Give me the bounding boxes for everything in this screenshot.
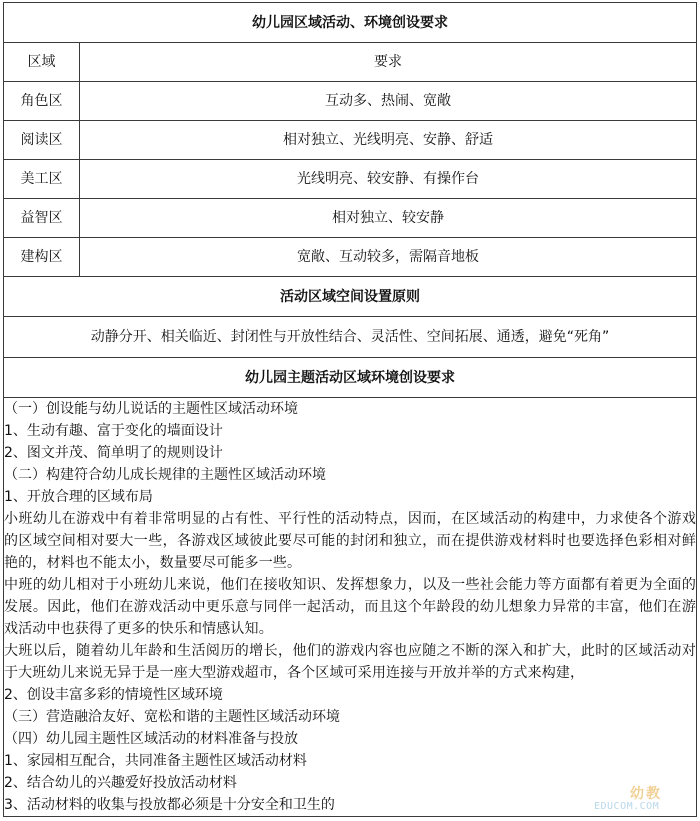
body-line: （四）幼儿园主题性区域活动的材料准备与投放 [4,731,298,747]
header-requirement: 要求 [80,43,697,82]
table-row [4,238,697,277]
table-title: 幼儿园区域活动、环境创设要求 [4,3,697,43]
principles-text: 动静分开、相关临近、封闭性与开放性结合、灵活性、空间拓展、通透，避免“死角” [4,317,697,358]
header-area: 区域 [4,43,80,82]
theme-requirements-title: 幼儿园主题活动区域环境创设要求 [4,358,697,398]
watermark-top: 幼教 [630,786,662,802]
body-line: 1、家园相互配合，共同准备主题性区域活动材料 [4,753,307,769]
section-title-row [4,358,697,398]
requirement-cell: 互动多、热闹、宽敞 [80,82,697,121]
area-cell: 建构区 [4,238,80,277]
body-line: （二）构建符合幼儿成长规律的主题性区域活动环境 [4,467,326,483]
area-cell: 美工区 [4,160,80,199]
area-cell: 益智区 [4,199,80,238]
theme-body [4,398,697,817]
requirement-cell: 相对独立、光线明亮、安静、舒适 [80,121,697,160]
principles-title: 活动区域空间设置原则 [4,277,697,317]
requirements-table [3,2,697,817]
section-title-row [4,277,697,317]
area-cell: 阅读区 [4,121,80,160]
table-title-row [4,3,697,43]
body-paragraph: 大班以后，随着幼儿年龄和生活阅历的增长，他们的游戏内容也应随之不断的深入和扩大，此时的区域活动对于大班幼儿来说无异于是一座大型游戏超市，各个区域可采用连接与开放并举的方式来构建， [4,643,696,681]
requirement-cell: 宽敞、互动较多，需隔音地板 [80,238,697,277]
table-row [4,160,697,199]
body-line: 1、生动有趣、富于变化的墙面设计 [4,423,223,439]
body-line: （一）创设能与幼儿说话的主题性区域活动环境 [4,401,298,417]
body-line: 3、活动材料的收集与投放都必须是十分安全和卫生的 [4,797,335,813]
table-row [4,199,697,238]
body-paragraph: 中班的幼儿相对于小班幼儿来说，他们在接收知识、发挥想象力，以及一些社会能力等方面都有着更为全面的发展。因此，他们在游戏活动中更乐意与同伴一起活动，而且这个年龄段的幼儿想象力异常的丰富，他们在游戏活动中也获得了更多的快乐和情感认知。 [4,577,696,637]
table-row [4,82,697,121]
requirement-cell: 相对独立、较安静 [80,199,697,238]
table-header-row [4,43,697,82]
body-paragraph: 小班幼儿在游戏中有着非常明显的占有性、平行性的活动特点，因而，在区域活动的构建中，力求使各个游戏的区域空间相对要大一些，各游戏区域彼此要尽可能的封闭和独立，而在提供游戏材料时也要选择色彩相对鲜艳的，材料也不能太小，数量要尽可能多一些。 [4,511,696,571]
body-line: （三）营造融洽友好、宽松和谐的主题性区域活动环境 [4,709,340,725]
body-line: 2、结合幼儿的兴趣爱好投放活动材料 [4,775,237,791]
principles-row [4,317,697,358]
body-line: 2、创设丰富多彩的情境性区域环境 [4,687,223,703]
watermark-logo [594,785,692,815]
body-line: 1、开放合理的区域布局 [4,489,153,505]
table-row [4,121,697,160]
theme-body-row [4,398,697,817]
requirement-cell: 光线明亮、较安静、有操作台 [80,160,697,199]
body-line: 2、图文并茂、简单明了的规则设计 [4,445,223,461]
area-cell: 角色区 [4,82,80,121]
watermark-bottom: EDUCOM.COM [594,801,660,812]
